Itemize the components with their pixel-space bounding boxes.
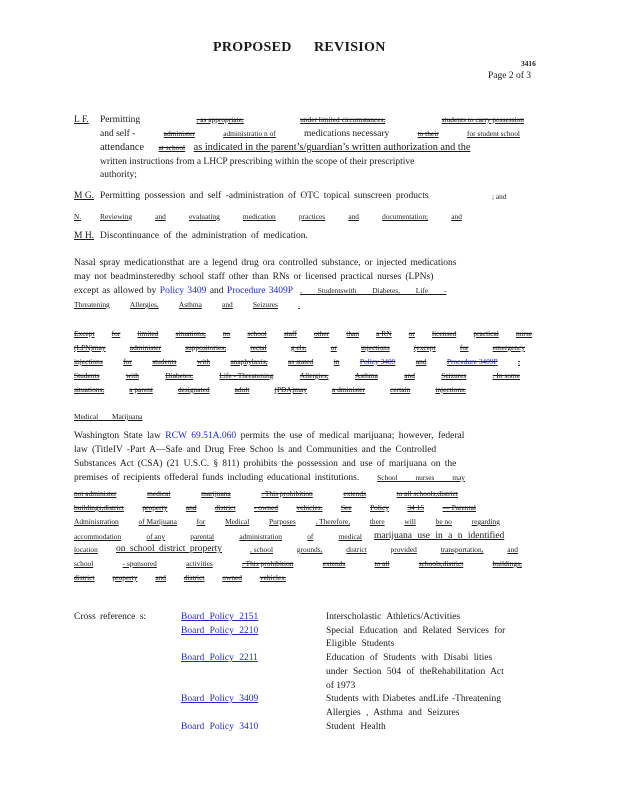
marijuana-word: and — [507, 545, 518, 554]
item-n-word: and — [348, 212, 359, 221]
marijuana-word: of Marijuana — [138, 517, 177, 526]
marijuana-line-9-c — [250, 545, 518, 554]
item-l-inserted: , as appropriate, — [196, 115, 244, 124]
cross-reference-label: Cross reference s: — [74, 612, 147, 622]
except-word: Seizures — [441, 371, 467, 380]
board-policy-2210-link[interactable]: Board Policy 2210 — [181, 626, 259, 636]
except-word: Asthma — [354, 371, 378, 380]
nasal-inserted: , Studentswith Diabetes, Life - — [300, 286, 447, 295]
item-l-line-5: authority; — [100, 170, 137, 180]
except-word: nurse — [515, 329, 532, 338]
marijuana-word: activities — [186, 559, 213, 568]
except-word: anaphylaxis, — [230, 357, 268, 366]
marijuana-word: Purposes — [269, 517, 296, 526]
except-word: g els, — [290, 343, 307, 352]
item-m-marker: M G. — [74, 191, 95, 201]
except-word: for — [111, 329, 121, 338]
except-word: in — [333, 357, 340, 366]
item-m-tail: ; and — [492, 192, 507, 201]
except-word: for — [459, 343, 469, 352]
nasal-word: Seizures — [252, 300, 278, 309]
except-line-4 — [74, 371, 520, 380]
item-n-marker: N. — [74, 212, 82, 221]
marijuana-word: district — [183, 573, 205, 582]
marijuana-word: administration — [239, 532, 283, 541]
except-word: Allergies, — [299, 371, 329, 380]
item-l-text: attendance — [100, 142, 145, 153]
except-line-2 — [74, 343, 525, 352]
item-l-inserted: for student school — [467, 129, 520, 138]
marijuana-inserted: location — [74, 545, 98, 554]
item-l-marker: L F. — [74, 115, 89, 125]
board-policy-3410-link[interactable]: Board Policy 3410 — [181, 722, 259, 732]
except-line-1 — [74, 329, 532, 338]
item-n-word: and — [155, 212, 166, 221]
cross-reference-desc: Students with Diabetes andLife -Threatening — [326, 694, 501, 704]
cross-reference-desc: of 1973 — [326, 681, 356, 691]
except-word: than — [346, 329, 360, 338]
marijuana-word: . This prohibition — [242, 559, 294, 568]
marijuana-inserted: marijuana use in a n identified — [374, 531, 505, 541]
item-l-line-1 — [100, 115, 524, 125]
except-word: adult — [234, 385, 250, 394]
item-l-struck: students to carry possession — [441, 115, 524, 124]
item-l-line-2 — [100, 129, 520, 139]
marijuana-heading: Medical Marijuana — [74, 412, 143, 421]
except-line-3 — [74, 357, 520, 366]
marijuana-word: school — [74, 559, 94, 568]
marijuana-word: district — [74, 573, 95, 582]
except-word: school — [247, 329, 267, 338]
marijuana-line-7 — [74, 517, 500, 526]
item-l-text: medications necessary — [304, 129, 390, 139]
board-policy-2151-link[interactable]: Board Policy 2151 — [181, 612, 259, 622]
policy-3409-link[interactable]: Policy 3409 — [159, 286, 207, 296]
except-word: or — [330, 343, 337, 352]
item-l-text: as indicated in the parent’s/guardian’s written authorization and the — [193, 142, 471, 153]
except-word: a dminister — [332, 385, 366, 394]
item-l-struck: at school — [158, 143, 186, 152]
except-word: and — [415, 357, 427, 366]
marijuana-word: transportation, — [440, 545, 484, 554]
item-l-line-4: written instructions from a LHCP prescribing within the scope of their prescriptive — [100, 157, 415, 167]
except-word: situations, — [175, 329, 206, 338]
except-word: and — [404, 371, 415, 380]
except-word: emergency — [492, 343, 525, 352]
marijuana-word: schools,district — [418, 559, 464, 568]
marijuana-word: buildings,district — [74, 503, 124, 512]
marijuana-text: Washington State law — [74, 431, 161, 441]
item-l-line-3 — [100, 142, 530, 153]
procedure-3409p-link[interactable]: Procedure 3409P — [226, 286, 293, 296]
title-revision: REVISION — [314, 40, 386, 55]
title-proposed: PROPOSED — [213, 40, 292, 55]
marijuana-word: - owned — [253, 503, 278, 512]
except-word: , — [518, 357, 520, 366]
except-word: as stated — [288, 357, 314, 366]
item-n-text — [100, 212, 462, 221]
marijuana-word: property — [112, 573, 138, 582]
marijuana-word: there — [369, 517, 385, 526]
marijuana-word: district — [214, 503, 236, 512]
nasal-line-2: may not beadminsteredby school staff other than RNs or licensed practical nurses (LPNs) — [74, 272, 434, 282]
marijuana-word: Policy — [370, 503, 389, 512]
marijuana-word: , school — [250, 545, 273, 554]
marijuana-word: regarding — [471, 517, 500, 526]
marijuana-inserted: on school district property — [116, 544, 222, 554]
except-word: staff — [283, 329, 297, 338]
except-word: for — [123, 357, 132, 366]
policy-number: 3416 — [521, 59, 536, 68]
except-word: administer — [129, 343, 161, 352]
marijuana-word: to all — [374, 559, 390, 568]
nasal-word: Allergies, — [129, 300, 159, 309]
nasal-line-3 — [74, 286, 446, 296]
marijuana-word: - sponsored — [122, 559, 157, 568]
item-mh-text: Discontinuance of the administration of medication. — [100, 231, 308, 241]
except-word: Life - Threatening — [219, 371, 274, 380]
item-n-word: practices — [298, 212, 326, 221]
cross-reference-desc: Student Health — [326, 722, 386, 732]
item-l-struck: to their — [417, 129, 439, 138]
page-number: Page 2 of 3 — [488, 71, 532, 81]
marijuana-word: to all schools,district — [396, 489, 458, 498]
except-word: certain — [390, 385, 411, 394]
except-word: with — [196, 357, 211, 366]
except-line-5 — [74, 385, 466, 394]
marijuana-line-8-a — [74, 532, 362, 541]
marijuana-word: of any — [146, 532, 166, 541]
marijuana-word: . This prohibition — [261, 489, 313, 498]
cross-reference-desc: Eligible Students — [326, 639, 395, 649]
marijuana-word: 34 15 — [407, 503, 425, 512]
marijuana-word: and — [155, 573, 166, 582]
marijuana-line-1 — [74, 431, 464, 441]
marijuana-word: extends — [343, 489, 366, 498]
except-procedure-3409p-link[interactable]: Procedure 3409P — [446, 357, 498, 366]
item-m-text: Permitting possession and self -administration of OTC topical sunscreen products — [100, 191, 429, 201]
marijuana-word: — Parental — [442, 503, 476, 512]
nasal-line-1: Nasal spray medicationsthat are a legend drug ora controlled substance, or injected medications — [74, 258, 457, 268]
marijuana-line-2: law (TitleIV -Part A—Safe and Drug Free Schoo ls and Communities and the Controlled — [74, 445, 437, 455]
marijuana-line-11 — [74, 573, 286, 582]
marijuana-word: extends — [322, 559, 346, 568]
marijuana-word: grounds, — [296, 545, 323, 554]
item-n-word: documentation; — [382, 212, 429, 221]
board-policy-2211-link[interactable]: Board Policy 2211 — [181, 653, 258, 663]
item-n-word: and — [451, 212, 462, 221]
marijuana-word: for — [196, 517, 206, 526]
marijuana-line-10 — [74, 559, 522, 568]
marijuana-word: medical — [338, 532, 362, 541]
except-word: no — [222, 329, 231, 338]
cross-reference-desc: Allergies , Asthma and Seizures — [326, 708, 460, 718]
marijuana-word: provided — [390, 545, 417, 554]
marijuana-word: See — [340, 503, 352, 512]
cross-reference-desc: Special Education and Related Services for — [326, 626, 506, 636]
except-word: students — [152, 357, 177, 366]
marijuana-word: parental — [190, 532, 215, 541]
except-word: injections. — [435, 385, 466, 394]
marijuana-line-4 — [74, 473, 465, 483]
except-word: Diabetes, — [165, 371, 194, 380]
item-l-text: Permitting — [100, 115, 141, 125]
item-mh-marker: M H. — [74, 231, 95, 241]
nasal-text: except as allowed by — [74, 286, 157, 296]
except-word: injections — [74, 357, 103, 366]
cross-reference-desc: Education of Students with Disabi lities — [326, 653, 493, 663]
except-word: or — [408, 329, 415, 338]
marijuana-word: vehicles. — [296, 503, 323, 512]
except-word: situations, — [74, 385, 105, 394]
nasal-word: and — [222, 300, 233, 309]
except-word: injections — [361, 343, 390, 352]
except-word: with — [125, 371, 139, 380]
nasal-word: Threatening — [74, 300, 110, 309]
marijuana-word: marijuana — [201, 489, 231, 498]
marijuana-word: owned — [222, 573, 242, 582]
marijuana-line-5 — [74, 489, 458, 498]
marijuana-word: medical — [147, 489, 171, 498]
nasal-text: and — [209, 286, 224, 296]
rcw-link[interactable]: RCW 69.51A.060 — [165, 431, 237, 441]
marijuana-word: buildings, — [492, 559, 522, 568]
except-word: (PDA)may — [274, 385, 307, 394]
marijuana-inserted: School nurses may — [377, 473, 465, 482]
marijuana-line-6 — [74, 503, 476, 512]
except-word: suppositories, — [185, 343, 227, 352]
nasal-word: Asthma — [178, 300, 202, 309]
marijuana-word: vehicles. — [259, 573, 286, 582]
item-n-word: evaluating — [188, 212, 220, 221]
except-word: other — [313, 329, 330, 338]
marijuana-word: be no — [435, 517, 452, 526]
marijuana-line-3: Substances Act (CSA) (21 U.S.C. § 811) prohibits the possession and use of marijuana on the — [74, 459, 457, 469]
marijuana-text: premises of recipients offederal funds including educational institutions. — [74, 473, 360, 483]
item-n-word: medication — [242, 212, 276, 221]
nasal-line-4 — [74, 300, 300, 309]
marijuana-word: of — [307, 532, 314, 541]
except-word: . In some — [492, 371, 520, 380]
except-word: a parent — [129, 385, 153, 394]
marijuana-word: accommodation — [74, 532, 122, 541]
except-word: designated — [177, 385, 210, 394]
marijuana-word: . Therefore, — [315, 517, 351, 526]
except-word: licensed — [432, 329, 457, 338]
except-word: (except — [413, 343, 436, 352]
marijuana-text: permits the use of medical marijuana; however, federal — [240, 431, 465, 441]
item-n-word: Reviewing — [100, 212, 133, 221]
except-word: Students — [74, 371, 100, 380]
nasal-word: . — [298, 300, 300, 309]
item-l-text: and self - — [100, 129, 136, 139]
marijuana-word: and — [185, 503, 197, 512]
except-word: a RN — [376, 329, 392, 338]
board-policy-3409-link[interactable]: Board Policy 3409 — [181, 694, 259, 704]
marijuana-word: not administer — [74, 489, 117, 498]
item-l-struck: under limited circumstances, — [300, 115, 386, 124]
except-word: practical — [473, 329, 499, 338]
marijuana-word: will — [404, 517, 416, 526]
marijuana-word: property — [142, 503, 168, 512]
cross-reference-desc: under Section 504 of theRehabilitation Act — [326, 667, 504, 677]
except-policy-3409-link[interactable]: Policy 3409 — [359, 357, 396, 366]
item-l-struck: administer — [163, 129, 195, 138]
except-word: limited — [137, 329, 159, 338]
cross-reference-desc: Interscholastic Athletics/Activities — [326, 612, 461, 622]
item-l-inserted: administratio n of — [223, 129, 276, 138]
except-word: rectal — [250, 343, 267, 352]
marijuana-word: Medical — [225, 517, 250, 526]
marijuana-word: district — [346, 545, 367, 554]
except-word: Except — [74, 329, 95, 338]
except-word: (LPN)may — [74, 343, 106, 352]
marijuana-word: Administration — [74, 517, 119, 526]
